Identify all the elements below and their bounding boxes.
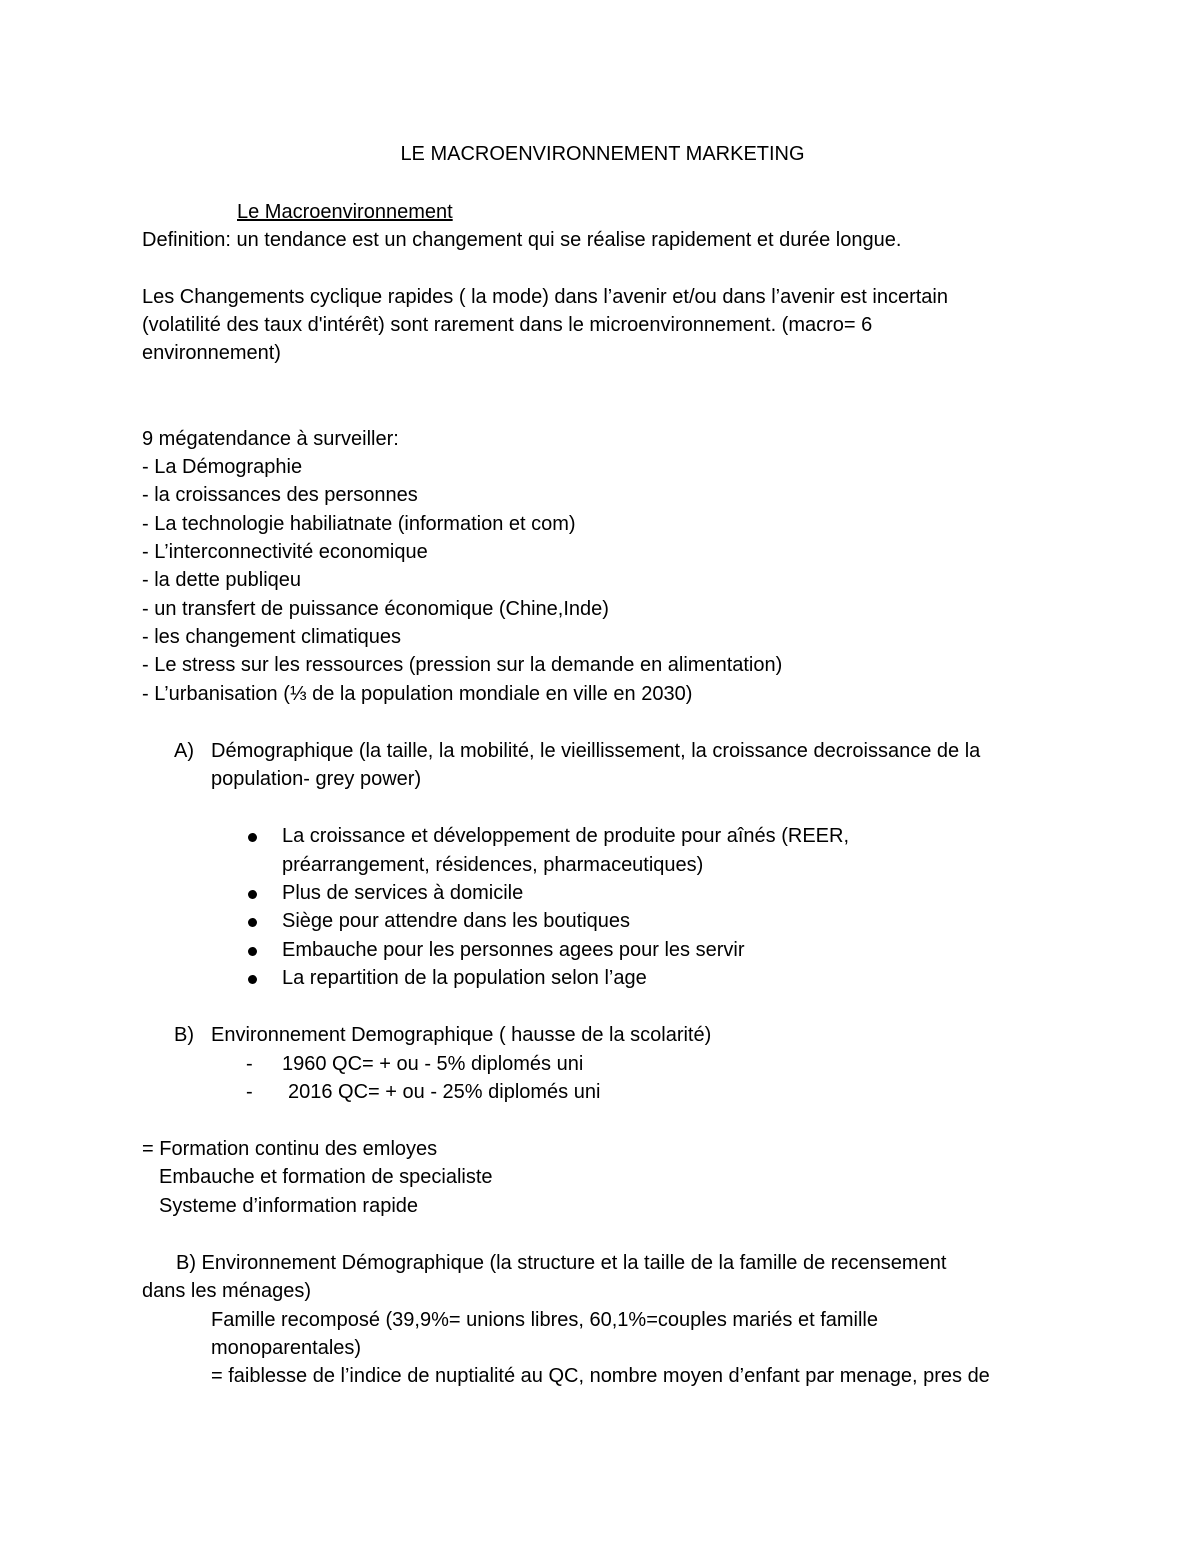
megatrend-item: - La technologie habiliatnate (information et com)	[142, 513, 576, 535]
section-b1-marker: B)	[174, 1024, 194, 1046]
megatrend-item: - un transfert de puissance économique (Chine,Inde)	[142, 598, 609, 620]
section-b2-subline: = faiblesse de l’indice de nuptialité au QC, nombre moyen d’enfant par menage, pres de	[211, 1365, 990, 1387]
megatrend-item: - les changement climatiques	[142, 626, 402, 648]
section-b2-line: dans les ménages)	[142, 1280, 311, 1302]
dash-item: 2016 QC= + ou - 25% diplomés uni	[288, 1081, 601, 1103]
bullet-icon	[248, 918, 257, 927]
dash-marker: -	[246, 1053, 253, 1075]
paragraph-line: Les Changements cyclique rapides ( la mode) dans l’avenir et/ou dans l’avenir est incertain	[142, 286, 948, 308]
section-b1-text: Environnement Demographique ( hausse de la scolarité)	[211, 1024, 712, 1046]
dash-marker: -	[246, 1081, 253, 1103]
section-heading	[142, 198, 453, 226]
section-a-text: Démographique (la taille, la mobilité, le vieillissement, la croissance decroissance de la	[211, 740, 981, 762]
paragraph-line: (volatilité des taux d'intérêt) sont rarement dans le microenvironnement. (macro= 6	[142, 314, 873, 336]
consequence-line: Embauche et formation de specialiste	[159, 1166, 493, 1188]
paragraph-line: environnement)	[142, 342, 281, 364]
bullet-item-continuation: préarrangement, résidences, pharmaceutiques)	[282, 854, 704, 876]
consequence-line: = Formation continu des emloyes	[142, 1138, 438, 1160]
section-heading-text: Le Macroenvironnement	[237, 201, 453, 223]
megatrends-intro: 9 mégatendance à surveiller:	[142, 428, 399, 450]
megatrend-item: - la croissances des personnes	[142, 484, 418, 506]
section-b2-subline: monoparentales)	[211, 1337, 362, 1359]
section-a-text: population- grey power)	[211, 768, 422, 790]
bullet-icon	[248, 890, 257, 899]
megatrend-item: - L’interconnectivité economique	[142, 541, 428, 563]
bullet-item: Embauche pour les personnes agees pour les servir	[282, 939, 745, 961]
megatrend-item: - La Démographie	[142, 456, 303, 478]
bullet-icon	[248, 947, 257, 956]
bullet-item: La croissance et développement de produite pour aînés (REER,	[282, 825, 850, 847]
bullet-item: Siège pour attendre dans les boutiques	[282, 910, 631, 932]
bullet-item: Plus de services à domicile	[282, 882, 524, 904]
bullet-icon	[248, 975, 257, 984]
page-title: LE MACROENVIRONNEMENT MARKETING	[400, 143, 805, 165]
megatrend-item: - la dette publiqeu	[142, 569, 302, 591]
section-a-marker: A)	[174, 740, 194, 762]
definition-text: Definition: un tendance est un changement qui se réalise rapidement et durée longue.	[142, 229, 902, 251]
bullet-item: La repartition de la population selon l’age	[282, 967, 647, 989]
consequence-line: Systeme d’information rapide	[159, 1195, 419, 1217]
section-b2-subline: Famille recomposé (39,9%= unions libres, 60,1%=couples mariés et famille	[211, 1309, 878, 1331]
bullet-icon	[248, 833, 257, 842]
section-b2-line: B) Environnement Démographique (la structure et la taille de la famille de recensement	[176, 1252, 947, 1274]
dash-item: 1960 QC= + ou - 5% diplomés uni	[282, 1053, 584, 1075]
megatrend-item: - Le stress sur les ressources (pression sur la demande en alimentation)	[142, 654, 783, 676]
megatrend-item: - L’urbanisation (⅓ de la population mondiale en ville en 2030)	[142, 683, 693, 705]
